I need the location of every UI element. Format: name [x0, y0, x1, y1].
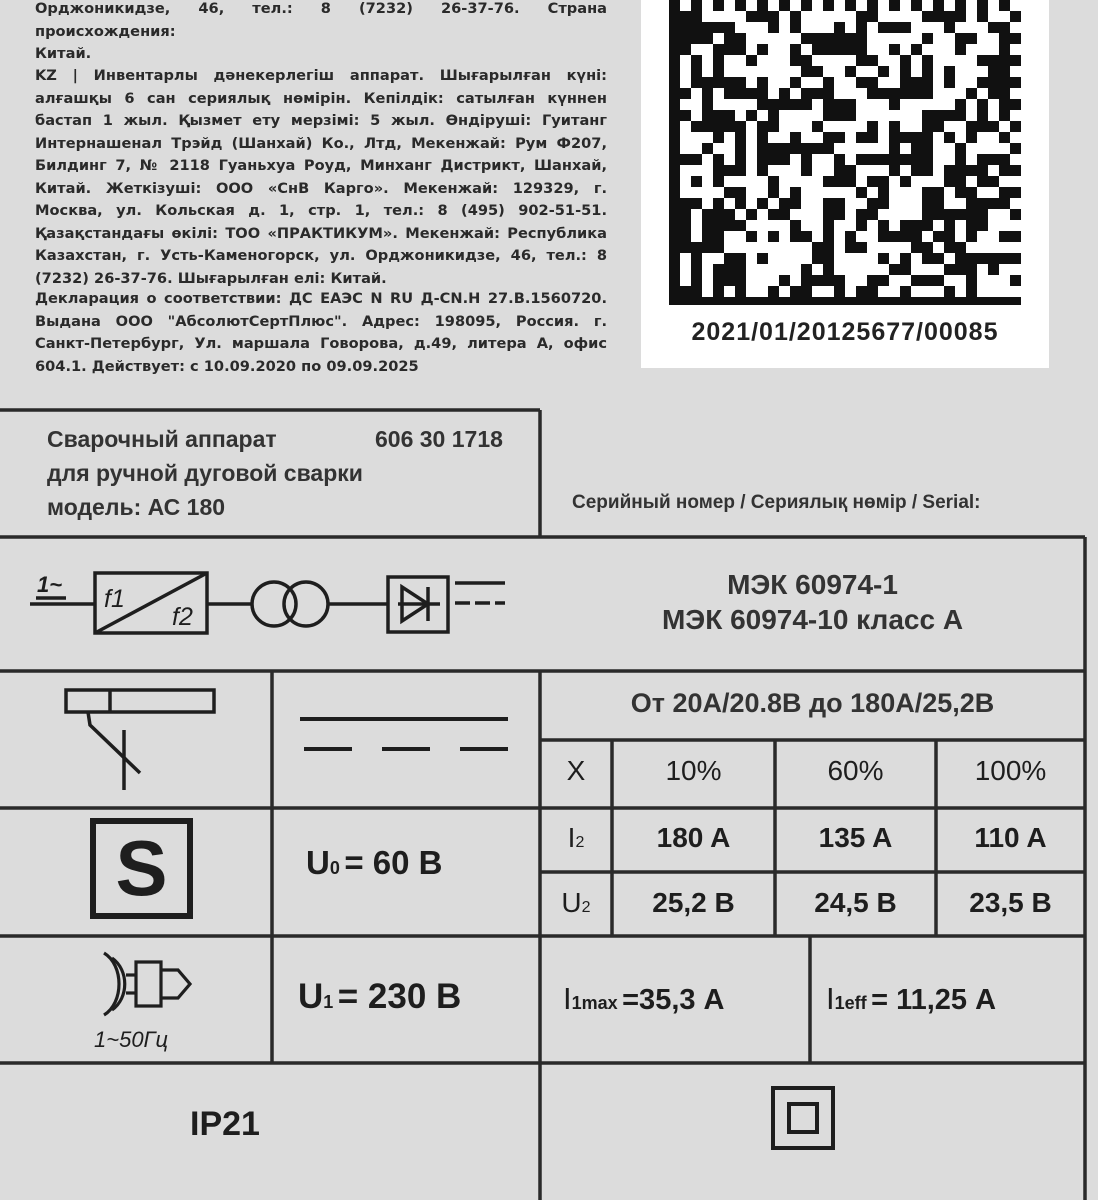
u2-10: 25,2 В [652, 887, 735, 918]
ru-tail-line1: Орджоникидзе, 46, тел.: 8 (7232) 26-37-76. Страна происхождения: [35, 0, 607, 40]
product-name-line2: для ручной дуговой сварки [47, 460, 363, 486]
plug-icon [104, 953, 190, 1015]
i2-10: 180 A [656, 822, 731, 853]
dc-current-icon [300, 719, 508, 749]
s-symbol: S [115, 824, 168, 912]
u2-label: U2 [561, 887, 591, 918]
i2-100: 110 A [974, 822, 1047, 853]
duty-100: 100% [974, 755, 1047, 786]
ru-tail-line2: Китай. [35, 45, 92, 62]
declaration-paragraph: Декларация о соответствии: ДС ЕАЭС N RU Д-CN.Н 27.В.1560720. Выдана ООО "АбсолютСертПлюс". Адрес: 198095, Россия. г. Санкт-Петербург, Ул. маршала Говорова, д.49, литера А, офис 604.1. Действует: с 10.09.2020 по 09.09.2025 [35, 290, 607, 375]
i1max-value: I1max =35,3 А [563, 981, 725, 1016]
duty-10: 10% [665, 755, 722, 786]
welder-block-diagram-icon [30, 573, 505, 633]
ip-rating: IP21 [190, 1105, 260, 1143]
i2-label: I2 [567, 822, 585, 853]
u2-100: 23,5 В [969, 887, 1052, 918]
x-label: X [566, 755, 586, 786]
i1eff-value: I1eff = 11,25 А [826, 981, 997, 1016]
kz-paragraph: KZ | Инвентарлы дәнекерлегіш аппарат. Шығарылған күні: алғашқы 6 сан сериялық нөмірін. Кепілдік: сатылған күннен бастап 1 жыл. Қызмет ету мерзімі: 5 жыл. Өндіруші: Гуитанг Интернашенал Трэйд (Шанхай) Ко., Лтд, Мекенжай: Рум Ф207, Билдинг 7, № 2118 Гуаньхуа Роуд, Минханг Дистрикт, Шанхай, Китай. Жеткізуші: ООО «СнВ Карго». Мекенжай: 129329, г. Москва, ул. Кольская д. 1, стр. 1, тел.: 8 (495) 902-51-51. Қазақстандағы өкілі: ТОО «ПРАКТИКУМ». Мекенжай: Республика Казахстан, г. Усть-Каменогорск, ул. Орджоникидзе, 46, тел.: 8 (7232) 26-37-76. Шығарылған елі: Китай. [35, 67, 607, 287]
product-article: 606 30 1718 [375, 426, 503, 452]
phase-label: 1~ [37, 572, 63, 597]
u1-value: U1 = 230 В [298, 977, 462, 1016]
serial-label: Серийный номер / Сериялық нөмір / Serial: [572, 492, 981, 513]
u0-value: U0 = 60 В [306, 844, 443, 881]
u2-60: 24,5 В [814, 887, 897, 918]
f1-label: f1 [104, 585, 125, 613]
standard-line2: МЭК 60974-10 класс А [661, 604, 964, 635]
product-model: модель: АС 180 [47, 494, 226, 520]
electrode-holder-icon [66, 690, 214, 790]
f2-label: f2 [172, 603, 193, 631]
standard-line1: МЭК 60974-1 [727, 569, 898, 600]
current-range: От 20А/20.8В до 180А/25,2В [630, 688, 995, 718]
datamatrix-number: 2021/01/20125677/00085 [691, 318, 999, 346]
double-insulation-icon [773, 1088, 833, 1148]
supply-frequency: 1~50Гц [94, 1027, 169, 1052]
product-name-line1: Сварочный аппарат [47, 426, 277, 452]
i2-60: 135 A [818, 822, 893, 853]
duty-60: 60% [827, 755, 884, 786]
